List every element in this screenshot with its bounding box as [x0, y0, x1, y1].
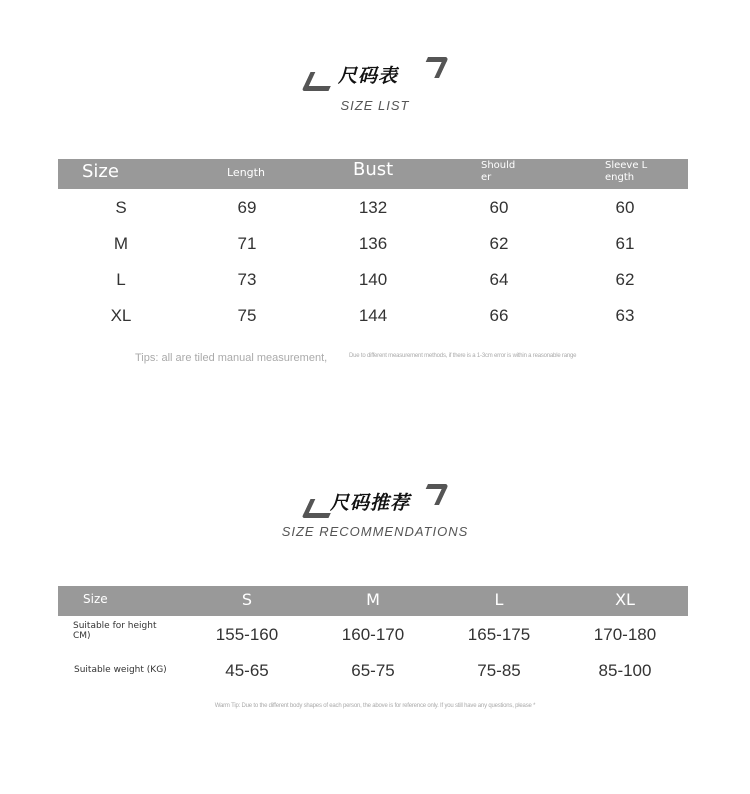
cell: 140: [358, 270, 388, 289]
cell: 165-175: [467, 625, 531, 644]
row-label-line: CM): [73, 631, 91, 641]
size-list-subtitle: SIZE LIST: [340, 98, 410, 113]
header-size: Size: [82, 161, 119, 182]
cell: 71: [237, 234, 257, 253]
cell: M: [113, 234, 129, 253]
cell: 85-100: [598, 661, 652, 680]
table-row: [58, 653, 688, 689]
cell: 61: [615, 234, 635, 253]
table-row: [58, 298, 688, 334]
cell: 69: [237, 198, 257, 217]
header-sleeve: [605, 160, 675, 190]
cell: 65-75: [351, 661, 395, 680]
size-list-title-cn: 尺码表: [338, 65, 399, 87]
cell: S: [115, 198, 127, 217]
cell: 136: [358, 234, 388, 253]
size-rec-header-row: [58, 586, 688, 616]
size-list-header-row: [58, 159, 688, 189]
cell: 64: [489, 270, 509, 289]
size-list-table: [58, 159, 688, 334]
bracket-right-icon: [418, 484, 449, 505]
header-s: S: [241, 590, 253, 609]
cell: 170-180: [593, 625, 657, 644]
row-label-weight: [74, 665, 184, 675]
header-shoulder-line2: er: [481, 172, 492, 183]
size-list-tip-left: Tips: all are tiled manual measurement,: [135, 352, 328, 364]
header-sleeve-line2: ength: [605, 172, 635, 183]
size-rec-tip: Warm Tip: Due to the different body shapes of each person, the above is for reference only. If you still have any questions, please *: [214, 703, 536, 709]
header-m: M: [366, 590, 380, 609]
bracket-right-icon: [418, 57, 449, 78]
size-list-tip-right: Due to different measurement methods, if there is a 1-3cm error is within a reasonable range: [349, 353, 577, 359]
row-label-line: Suitable weight (KG): [74, 665, 167, 675]
cell: 60: [615, 198, 635, 217]
header-bust: Bust: [353, 159, 394, 180]
table-row: [58, 262, 688, 298]
row-label-line: Suitable for height: [73, 621, 157, 631]
cell: 45-65: [225, 661, 269, 680]
cell: 60: [489, 198, 509, 217]
row-label-height: [73, 621, 183, 641]
cell: 66: [489, 306, 509, 325]
size-rec-subtitle: SIZE RECOMMENDATIONS: [281, 524, 469, 539]
bracket-left-icon: [302, 72, 338, 91]
header-xl: XL: [615, 590, 635, 609]
size-rec-table: [58, 586, 688, 689]
header-shoulder-line1: Should: [481, 160, 516, 171]
cell: 73: [237, 270, 257, 289]
table-row: [58, 190, 688, 226]
header-length: Length: [227, 166, 265, 179]
header-size: Size: [83, 592, 108, 606]
table-row: [58, 226, 688, 262]
header-shoulder: [481, 160, 541, 190]
header-sleeve-line1: Sleeve L: [605, 160, 648, 171]
cell: 132: [358, 198, 388, 217]
cell: 75: [237, 306, 257, 325]
cell: 63: [615, 306, 635, 325]
cell: 75-85: [477, 661, 521, 680]
size-rec-title-cn: 尺码推荐: [330, 492, 411, 514]
cell: 62: [615, 270, 635, 289]
cell: XL: [110, 306, 132, 325]
table-row: [58, 617, 688, 653]
cell: 155-160: [215, 625, 279, 644]
cell: L: [116, 270, 126, 289]
size-rec-title: [0, 482, 750, 522]
header-l: L: [494, 590, 504, 609]
cell: 62: [489, 234, 509, 253]
cell: 160-170: [341, 625, 405, 644]
cell: 144: [358, 306, 388, 325]
size-list-title: [0, 55, 750, 95]
